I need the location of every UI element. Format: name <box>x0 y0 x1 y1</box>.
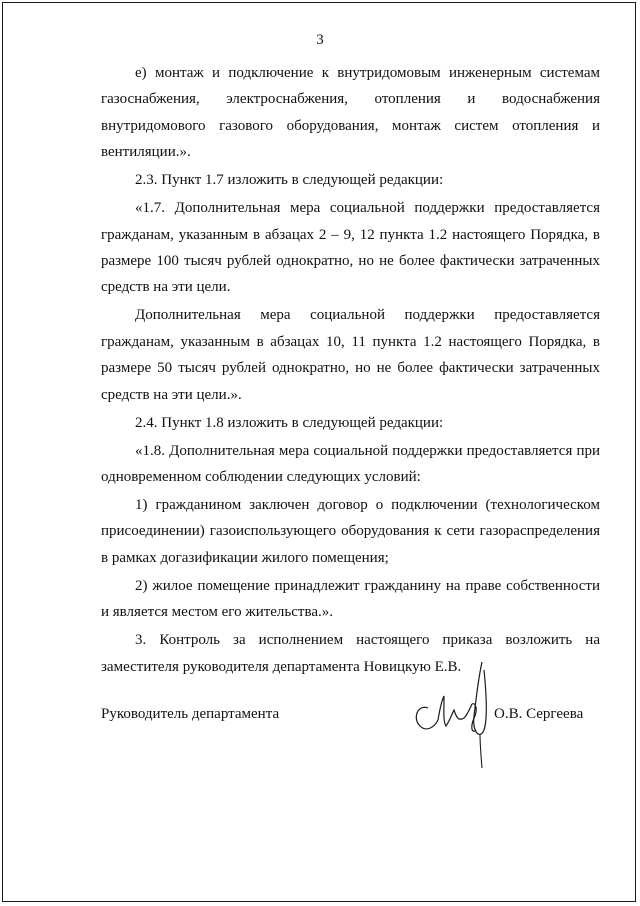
paragraph-condition-2: 2) жилое помещение принадлежит гражданину на праве собственности и является местом его жительства.». <box>101 577 600 621</box>
paragraph-3: 3. Контроль за исполнением настоящего приказа возложить на заместителя руководителя департамента Новицкую Е.В. <box>101 632 600 675</box>
signer-position: Руководитель департамента <box>101 706 280 722</box>
paragraph-1-7-second: Дополнительная мера социальной поддержки предоставляется гражданам, указанным в абзацах 10, 11 пункта 1.2 настоящего Порядка, в размере 50 тысяч рублей однократно, но не более фактически затраченных средств на эти цели.». <box>101 307 600 403</box>
paragraph-condition-1: 1) гражданином заключен договор о подключении (технологическом присоединении) газоиспользующего оборудования к сети газораспределения в рамках догазификации жилого помещения; <box>101 497 600 566</box>
signer-name: О.В. Сергеева <box>494 706 584 722</box>
paragraph-2-4: 2.4. Пункт 1.8 изложить в следующей редакции: <box>135 414 444 431</box>
paragraph-1-8: «1.8. Дополнительная мера социальной поддержки предоставляется при одновременном соблюдении следующих условий: <box>101 442 600 486</box>
paragraph-item-e: е) монтаж и подключение к внутридомовым инженерным системам газоснабжения, электроснабжения, отопления и водоснабжения внутридомового газового оборудования, монтаж систем отопления и вентиляции.». <box>101 65 600 161</box>
paragraph-1-7: «1.7. Дополнительная мера социальной поддержки предоставляется гражданам, указанным в абзацах 2 – 9, 12 пункта 1.2 настоящего Порядка, в размере 100 тысяч рублей однократно, но не более фактически затраченных средств на эти цели. <box>101 200 600 296</box>
handwritten-signature <box>410 660 500 770</box>
paragraph-2-3: 2.3. Пункт 1.7 изложить в следующей редакции: <box>135 172 444 189</box>
page-number: 3 <box>316 32 324 48</box>
document-body <box>101 60 600 680</box>
